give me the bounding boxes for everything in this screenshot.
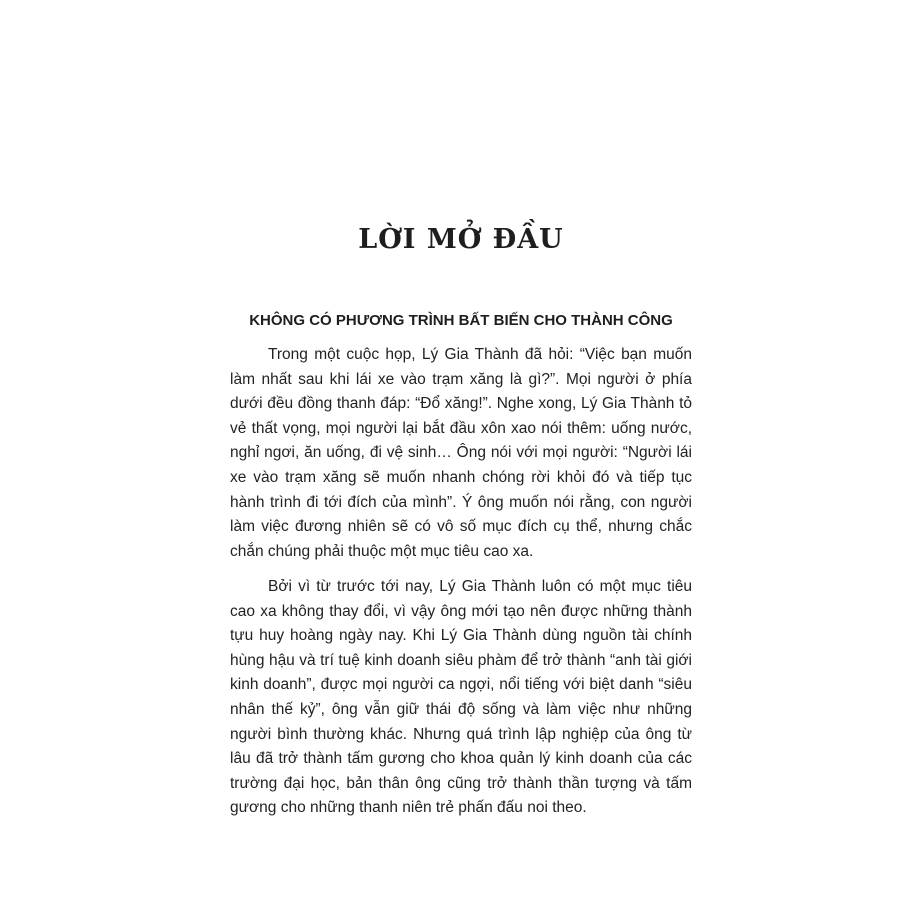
paragraph-1: Trong một cuộc họp, Lý Gia Thành đã hỏi: “Việc bạn muốn làm nhất sau khi lái xe vào trạm xăng là gì?”. Mọi người ở phía dưới đều đồng thanh đáp: “Đổ xăng!”. Nghe xong, Lý Gia Thành tỏ vẻ thất vọng, mọi người lại bắt đầu xôn xao nói thêm: uống nước, nghỉ ngơi, ăn uống, đi vệ sinh… Ông nói với mọi người: “Người lái xe vào trạm xăng sẽ muốn nhanh chóng rời khỏi đó và tiếp tục hành trình đi tới đích của mình”. Ý ông muốn nói rằng, con người làm việc đương nhiên sẽ có vô số mục đích cụ thể, nhưng chắc chắn chúng phải thuộc một mục tiêu cao xa. (230, 346, 692, 560)
paragraph-2: Bởi vì từ trước tới nay, Lý Gia Thành luôn có một mục tiêu cao xa không thay đổi, vì vậy ông mới tạo nên được những thành tựu huy hoàng ngày nay. Khi Lý Gia Thành dùng nguồn tài chính hùng hậu và trí tuệ kinh doanh siêu phàm để trở thành “anh tài giới kinh doanh”, được mọi người ca ngợi, nổi tiếng với biệt danh “siêu nhân thế kỷ”, ông vẫn giữ thái độ sống và làm việc như những người bình thường khác. Nhưng quá trình lập nghiệp của ông từ lâu đã trở thành tấm gương cho khoa quản lý kinh doanh của các trường đại học, bản thân ông cũng trở thành thần tượng và tấm gương cho những thanh niên trẻ phấn đấu noi theo. (230, 578, 692, 817)
section-title: KHÔNG CÓ PHƯƠNG TRÌNH BẤT BIẾN CHO THÀNH CÔNG (249, 312, 673, 329)
chapter-title: LỜI MỞ ĐẦU (358, 224, 564, 255)
